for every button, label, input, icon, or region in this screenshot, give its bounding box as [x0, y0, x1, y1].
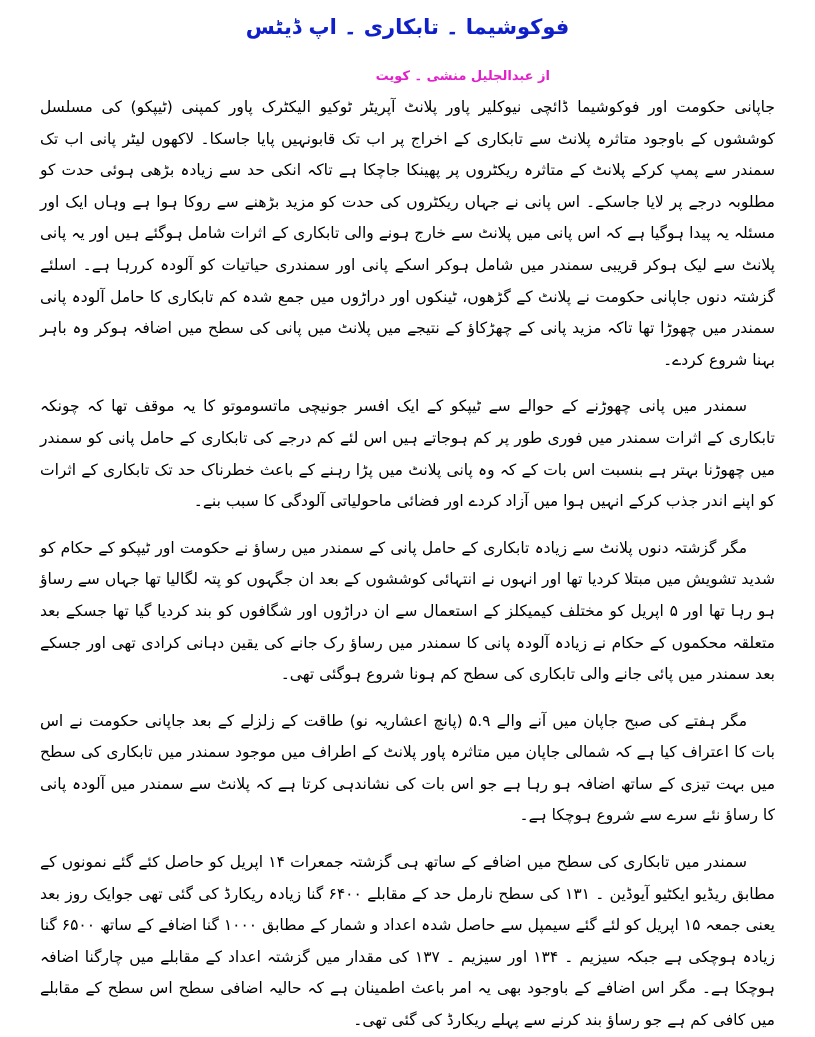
article-title: فوکوشیما ۔ تابکاری ۔ اپ ڈیٹس: [245, 15, 570, 39]
article-byline: از عبدالجلیل منشی ۔ کویت: [375, 69, 550, 84]
paragraph: مگر گزشتہ دنوں پلانٹ سے زیادہ تابکاری کے حامل پانی کے سمندر میں رساؤ نے حکومت اور ٹیپکو کے حکام کو شدید تشویش میں مبتلا کردیا تھا اور انہوں نے انتہائی کوششوں کے بعد ان جگہوں کو پتہ لگالیا تھا جہاں سے رساؤ ہو رہا تھا اور ۵ اپریل کو مختلف کیمیکلز کے استعمال سے ان دراڑوں اور شگافوں کو بند کردیا گیا تھا جسکے بعد متعلقہ محکموں کے حکام نے زیادہ آلودہ پانی کا سمندر میں رساؤ رک جانے کی یقین دہانی کرادی تھی اور جسکے بعد سمندر میں پائی جانے والی تابکاری کی سطح کم ہونا شروع ہوگئی تھی۔: [40, 538, 775, 684]
paragraph: مگر ہفتے کی صبح جاپان میں آنے والے ۵.۹ (پانچ اعشاریہ نو) طاقت کے زلزلے کے بعد جاپانی حکومت نے اس بات کا اعتراف کیا ہے کہ شمالی جاپان میں متاثرہ پاور پلانٹ کے اطراف میں موجود سمندر میں تابکاری کی سطح میں بہت تیزی کے ساتھ اضافہ ہو رہا ہے جو اس بات کی نشاندہی کرتا ہے کہ پلانٹ سے سمندر میں آلودہ پانی کا رساؤ نئے سرے سے شروع ہوچکا ہے۔: [40, 711, 775, 825]
paragraph: جاپانی حکومت اور فوکوشیما ڈائچی نیوکلیر پاور پلانٹ آپریٹر ٹوکیو الیکٹرک پاور کمپنی (ٹیپکو) کی مسلسل کوششوں کے باوجود متاثرہ پلانٹ سے تابکاری کے اخراج پر اب تک قابونہیں پایا جاسکا۔ لاکھوں لیٹر پانی اب تک سمندر سے پمپ کرکے پلانٹ کے متاثرہ ریکٹروں پر پھینکا جاچکا ہے تاکہ انکی حد سے زیادہ بڑھی ہوئی حدت کو مطلوبہ درجے پر لایا جاسکے۔ اس پانی نے جہاں ریکٹروں کی حدت کو مزید بڑھنے سے روکا ہوا ہے وہاں ایک اور مسئلہ یہ پیدا ہوگیا ہے کہ اس پانی میں پلانٹ سے خارج ہونے والی تابکاری کے اثرات شامل ہوگئے ہیں اور یہ پانی پلانٹ سے لیک ہوکر قریبی سمندر میں شامل ہوکر اسکے پانی اور سمندری حیاتیات کو آلودہ کررہا ہے۔ اسلئے گزشتہ دنوں جاپانی حکومت نے پلانٹ کے گڑھوں، ٹینکوں اور دراڑوں میں جمع شدہ کم تابکاری کا حامل آلودہ پانی سمندر میں چھوڑا تھا تاکہ مزید پانی کے چھڑکاؤ کے نتیجے میں پلانٹ میں پانی کی سطح میں اضافہ ہوکر وہ باہر بہنا شروع کردے۔: [40, 98, 775, 369]
paragraph: سمندر میں پانی چھوڑنے کے حوالے سے ٹیپکو کے ایک افسر جونیچی ماتسوموتو کا یہ موقف تھا کہ چونکہ تابکاری کے اثرات سمندر میں فوری طور پر کم ہوجاتے ہیں اس لئے کم درجے کی تابکاری کے حامل پانی کو سمندر میں چھوڑنا بہتر ہے بنسبت اس بات کے کہ وہ پانی پلانٹ میں پڑا رہنے کے باعث خطرناک حد تک تابکاری کے اثرات کو اپنے اندر جذب کرکے انہیں ہوا میں آزاد کردے اور فضائی ماحولیاتی آلودگی کا سبب بنے۔: [40, 397, 775, 511]
paragraph: سمندر میں تابکاری کی سطح میں اضافے کے ساتھ ہی گزشتہ جمعرات ۱۴ اپریل کو حاصل کئے گئے نمونوں کے مطابق ریڈیو ایکٹیو آیوڈین ۔ ۱۳۱ کی سطح نارمل حد کے مقابلے ۶۴۰۰ گنا زیادہ ریکارڈ کی گئی تھی جوایک روز بعد یعنی جمعہ ۱۵ اپریل کو لئے گئے سیمپل سے حاصل شدہ اعداد و شمار کے مطابق ۱۰۰۰ گنا اضافے کے ساتھ ۶۵۰۰ گنا زیادہ ہوچکی ہے جبکہ سیزیم ۔ ۱۳۴ اور سیزیم ۔ ۱۳۷ کی مقدار میں گزشتہ اعداد کے مقابلے میں چارگنا اضافہ ہوچکا ہے۔ مگر اس اضافے کے باوجود بھی یہ امر باعث اطمینان ہے کہ حالیہ اضافی سطح اس سطح کے مقابلے میں کافی کم ہے جو رساؤ بند کرنے سے پہلے ریکارڈ کی گئی تھی۔: [40, 853, 775, 1030]
article-body: [40, 92, 775, 1037]
